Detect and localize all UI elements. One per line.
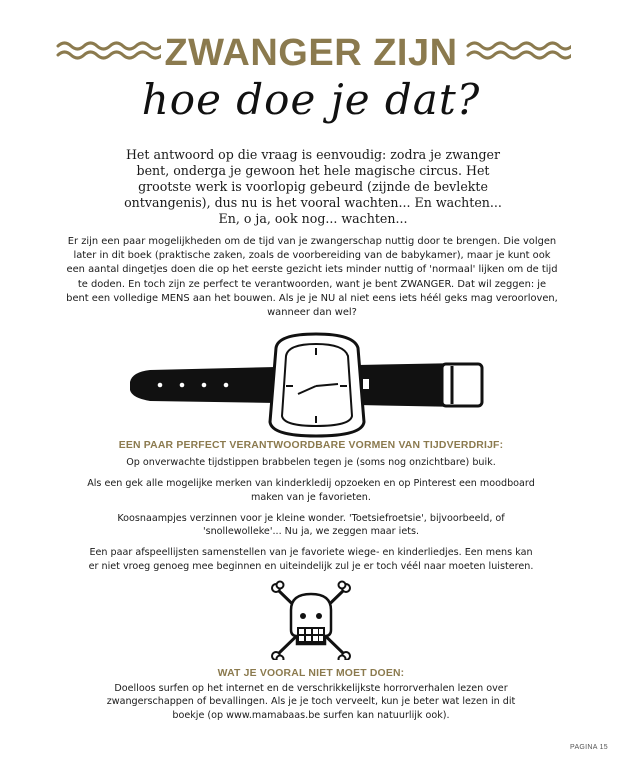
- list-item: Een paar afspeellijsten samenstellen van je favoriete wiege- en kinderliedjes. Een mens kan er niet vroeg genoeg mee beginnen en uiteindelijk zul je er toch véél naar moeten luisteren.: [88, 547, 534, 572]
- watch-icon: [126, 330, 504, 440]
- closing-paragraph: Doelloos surfen op het internet en de verschrikkelijkste horrorverhalen lezen over zwangerschappen of bevallingen. Als je je toch verveelt, kun je beter wat lezen in dit boekje (op www.mamabaas.be surfen kan natuurlijk ook).: [106, 683, 516, 721]
- list-item: Koosnaampjes verzinnen voor je kleine wonder. 'Toetsiefroetsie', bijvoorbeeld, of 'snollewolleke'... Nu ja, we zeggen maar iets.: [117, 512, 505, 537]
- body-paragraph: Er zijn een paar mogelijkheden om de tijd van je zwangerschap nuttig door te brengen. Die volgen later in dit boek (praktische zaken, zoals de voorbereiding van de babykamer), maar je kunt ook een aantal dingetjes doen die op het eerste gezicht iets minder nuttig of 'normaal' lijken om de tijd te doden. En toch zijn ze perfect te verantwoorden, want je bent ZWANGER. Dat wil zeggen: je bent een volledige MENS aan het bouwen. Als je je NU al niet eens iets héél geks mag veroorloven, wanneer dan wel?: [66, 236, 558, 319]
- page-subtitle: hoe doe je dat?: [141, 75, 481, 124]
- skull-crossbones-icon: [268, 580, 354, 660]
- pastimes-list: [86, 456, 536, 581]
- section-heading-donts: WAT JE VOORAL NIET MOET DOEN:: [217, 668, 405, 679]
- list-item: Op onverwachte tijdstippen brabbelen tegen je (soms nog onzichtbare) buik.: [126, 457, 496, 468]
- page-number: PAGINA 15: [570, 744, 608, 751]
- section-heading-pastimes: EEN PAAR PERFECT VERANTWOORDBARE VORMEN VAN TIJDVERDRIJF:: [118, 440, 504, 451]
- intro-paragraph: Het antwoord op die vraag is eenvoudig: zodra je zwanger bent, onderga je gewoon het hele magische circus. Het grootste werk is voorlopig gebeurd (zijnde de bevlekte ontvangenis), dus nu is het vooral wachten... En wachten... En, o ja, ook nog... wachten...: [124, 147, 502, 226]
- wave-ornament-icon: [466, 38, 571, 62]
- list-item: Als een gek alle mogelijke merken van kinderkledij opzoeken en op Pinterest een moodboard maken van je favorieten.: [87, 478, 535, 503]
- page-title: ZWANGER ZIJN: [164, 32, 458, 74]
